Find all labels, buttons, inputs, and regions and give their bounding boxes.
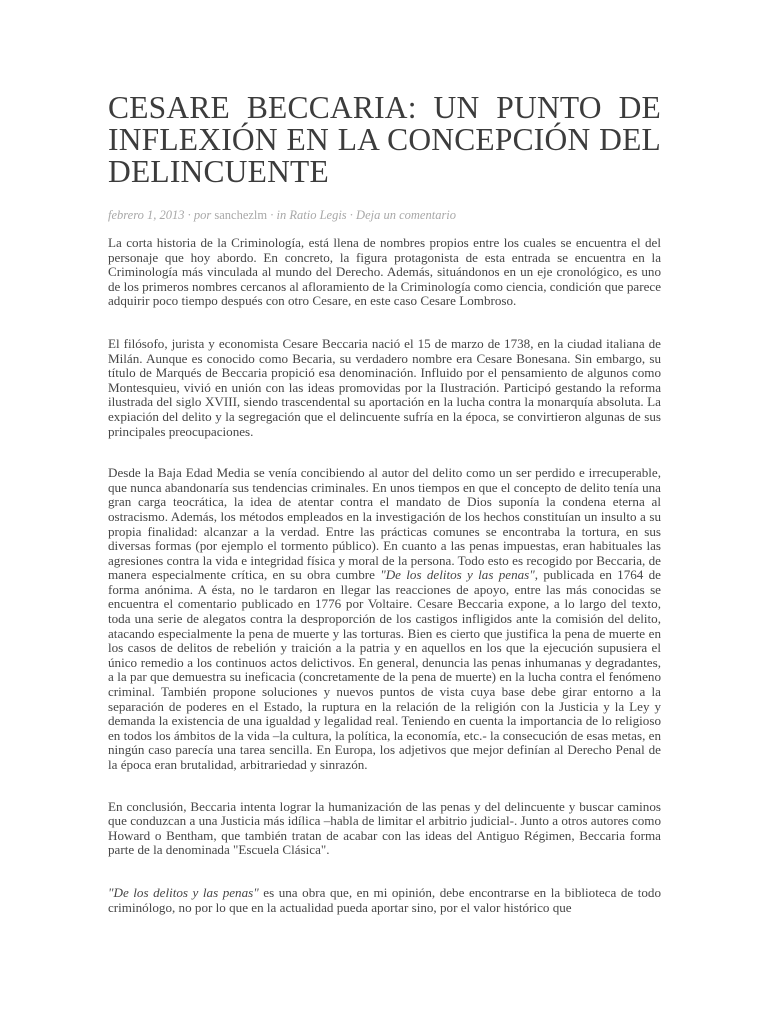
meta-separator: · por xyxy=(184,208,215,222)
paragraph-biography: El filósofo, jurista y economista Cesare Beccaria nació el 15 de marzo de 1738, en la ciudad italiana de Milán. Aunque es conocido como Becaria, su verdadero nombre era Cesare Bonesana. Sin embargo, su título de Marqués de Beccaria propició esa denominación. Influido por el pensamiento de algunos como Montesquieu, vivió en unión con las ideas promovidas por la Ilustración. Participó gestando la reforma ilustrada del siglo XVIII, siendo trascendental su aportación en la lucha contra la monarquía absoluta. La expiación del delito y la segregación que el delincuente sufría en la época, se convirtieron algunas de sus principales preocupaciones. xyxy=(108,335,661,439)
book-title: "De los delitos y las penas" xyxy=(380,567,535,583)
book-title: "De los delitos y las penas" xyxy=(108,884,259,900)
paragraph-text: es una obra que, en mi opinión, debe encontrarse en la biblioteca de todo criminólogo, no por lo que en la actualidad pueda aportar sino, por el valor histórico que xyxy=(108,884,661,915)
post-author[interactable]: sanchezlm xyxy=(214,208,268,222)
paragraph-text: , publicada en 1764 de forma anónima. A ésta, no le tardaron en llegar las reacciones de apoyo, entre las más conocidas se encuentra el comentario publicado en 1776 por Voltaire. Cesare Beccaria expone, a lo largo del texto, toda una serie de alegatos contra la desproporción de los castigos infligidos ante la comisión del delito, atacando especialmente la pena de muerte y las torturas. Bien es cierto que justifica la pena de muerte en los casos de delitos de rebelión y traición a la patria y en aquellos en los que la ejecución supusiera el único remedio a los continuos actos delictivos. En general, denuncia las penas inhumanas y degradantes, a la par que demuestra su ineficacia (concretamente de la pena de muerte) en la lucha contra el fenómeno criminal. También propone soluciones y nuevos puntos de vista cuya base debe girar entorno a la separación de poderes en el Estado, la ruptura en la relación de la religión con la Justicia y la Ley y demanda la existencia de una igualdad y legalidad real. Teniendo en cuenta la importancia de lo religioso en todos los ámbitos de la vida –la cultura, la política, la economía, etc.- la consecución de esas metas, en ningún caso parecía una tarea sencilla. En Europa, los adjetivos que mejor definían al Derecho Penal de la época eran brutalidad, arbitrariedad y sinrazón. xyxy=(108,567,661,772)
post-category[interactable]: Ratio Legis xyxy=(289,208,347,222)
post-meta xyxy=(108,208,661,223)
paragraph-conclusion: En conclusión, Beccaria intenta lograr la humanización de las penas y del delincuente y buscar caminos que conduzcan a una Justicia más idílica –habla de limitar el arbitrio judicial-. Junto a otros autores como Howard o Bentham, que también tratan de acabar con las ideas del Antiguo Régimen, Beccaria forma parte de la denominada "Escuela Clásica". xyxy=(108,798,661,858)
paragraph-opinion xyxy=(108,886,661,915)
meta-separator: · in xyxy=(267,208,290,222)
paragraph-intro: La corta historia de la Criminología, está llena de nombres propios entre los cuales se encuentra el del personaje que hoy abordo. En concreto, la figura protagonista de esta entrada se encuentra en la Criminología más vinculada al mundo del Derecho. Además, situándonos en un eje cronológico, es uno de los primeros nombres cercanos al afloramiento de la Criminología como ciencia, condición que parece adquirir poco tiempo después con otro Cesare, en este caso Cesare Lombroso. xyxy=(108,235,662,309)
post-title[interactable]: CESARE BECCARIA: UN PUNTO DE INFLEXIÓN EN LA CONCEPCIÓN DEL DELINCUENTE xyxy=(108,90,661,189)
post-body xyxy=(108,236,661,915)
post-date[interactable]: febrero 1, 2013 xyxy=(108,208,185,222)
paragraph-context xyxy=(108,466,661,772)
blog-post xyxy=(108,0,661,943)
leave-comment-link[interactable]: Deja un comentario xyxy=(356,208,457,222)
paragraph-text: Desde la Baja Edad Media se venía concibiendo al autor del delito como un ser perdido e irrecuperable, que nunca abandonaría sus tendencias criminales. En unos tiempos en que el concepto de delito tenía una gran carga teocrática, la idea de atentar contra el mandato de Dios suponía la condena eterna al ostracismo. Además, los métodos empleados en la investigación de los hechos constituían un insulto a su propia finalidad: alcanzar a la verdad. Entre las prácticas comunes se encontraba la tortura, en sus diversas formas (por ejemplo el tormento público). En cuanto a las penas impuestas, eran habituales las agresiones contra la vida e integridad física y moral de la persona. Todo esto es recogido por Beccaria, de manera especialmente crítica, en su obra cumbre xyxy=(108,465,661,583)
meta-separator: · xyxy=(346,208,357,222)
